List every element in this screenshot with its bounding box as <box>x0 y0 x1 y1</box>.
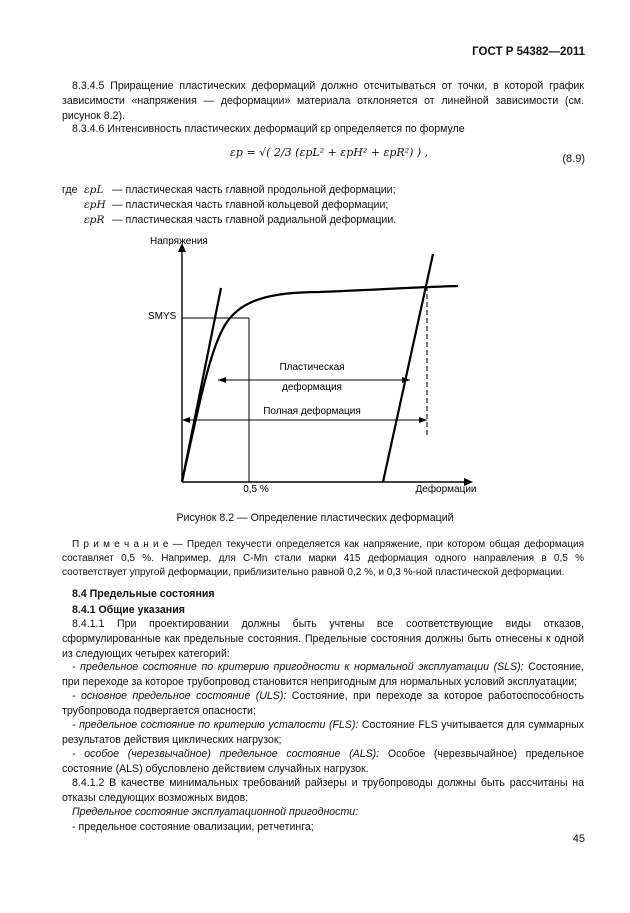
where-symbol-3: εpR <box>84 214 105 226</box>
paragraph-8-4-1-2: 8.4.1.2 В качестве минимальных требований райзеры и трубопроводы должны быть рассчитаны на отказы следующих возможных видов: <box>62 777 584 804</box>
paragraph-8-3-4-5: 8.3.4.5 Приращение пластических деформаций должно отсчитываться от точки, в которой график зависимости «напряжения — деформации» материала отклоняется от линейной зависимости (см. рисунок 8.2). <box>62 80 584 122</box>
where-symbol-1: εpL <box>84 184 104 196</box>
where-symbol-2: εpH <box>84 199 106 211</box>
category-als <box>62 747 584 777</box>
plastic-label-2: деформация <box>282 382 342 393</box>
category-fls-name: - предельное состояние по критерию усталости (FLS): <box>72 719 359 731</box>
list-item-ovalization: - предельное состояние овализации, ретчетинга; <box>72 821 314 833</box>
paragraph-8-3-4-6: 8.3.4.6 Интенсивность пластических деформаций εp определяется по формуле <box>72 123 465 135</box>
category-als-text: Особое (черезвычайное) предельное состояние (ALS) обусловлено действием случайных нагрузок. <box>62 748 585 775</box>
x-axis-label: Деформации <box>415 484 477 495</box>
y-axis-label: Напряжения <box>150 236 208 247</box>
category-uls-text: Состояние, при переходе за которое работоспособность трубопровода подвергается опасности; <box>62 690 584 717</box>
category-als-name: - особое (черезвычайное) предельное состояние (ALS): <box>72 748 380 760</box>
category-uls <box>62 689 584 719</box>
where-text-1: — пластическая часть главной продольной деформации; <box>112 184 396 196</box>
page-header: ГОСТ Р 54382—2011 <box>472 46 585 58</box>
where-text-2: — пластическая часть главной кольцевой деформации; <box>112 199 389 211</box>
section-8-4-title: 8.4 Предельные состояния <box>72 588 215 600</box>
total-label: Полная деформация <box>263 406 361 417</box>
where-prefix: где <box>62 184 78 196</box>
section-8-4-1-title: 8.4.1 Общие указания <box>72 604 185 616</box>
subsection-title: Предельное состояние эксплуатационной пригодности: <box>72 806 359 818</box>
page-number: 45 <box>572 833 585 845</box>
plastic-label-1: Пластическая <box>279 362 345 373</box>
category-fls <box>62 718 584 748</box>
figure-note: П р и м е ч а н и е — Предел текучести определяется как напряжение, при котором общая деформация составляет 0,5 %. Например, для C-Mn стали марки 415 деформация одного направления в 0,5 % соответствует упругой деформации, приблизительно равной 0,2 %, и 0,3 %-ной пластической деформации. <box>62 539 584 578</box>
category-sls <box>62 660 584 690</box>
formula-8-9: εp = √( 2/3 (εpL² + εpH² + εpR²) ) , <box>230 146 429 159</box>
where-text-3: — пластическая часть главной радиальной деформации. <box>112 214 397 226</box>
category-uls-name: - основное предельное состояние (ULS): <box>72 690 287 702</box>
x-tick-label: 0,5 % <box>243 484 269 495</box>
smys-label: SMYS <box>148 311 177 322</box>
category-sls-name: - предельное состояние по критерию пригодности к нормальной эксплуатации (SLS): <box>72 661 524 673</box>
category-fls-text: Состояние FLS учитывается для суммарных результатов действия циклических нагрузок; <box>62 719 584 746</box>
category-sls-text: Состояние, при переходе за которое трубопровод становится непригодным для нормальных условий эксплуатации; <box>62 661 585 688</box>
formula-number: (8.9) <box>562 153 585 165</box>
paragraph-8-4-1-1: 8.4.1.1 При проектировании должны быть учтены все соответствующие виды отказов, сформулированные как предельные состояния. Предельные состояния должны быть отнесены к одной из следующих четырех категорий: <box>62 618 584 660</box>
figure-caption: Рисунок 8.2 — Определение пластических деформаций <box>176 512 454 524</box>
